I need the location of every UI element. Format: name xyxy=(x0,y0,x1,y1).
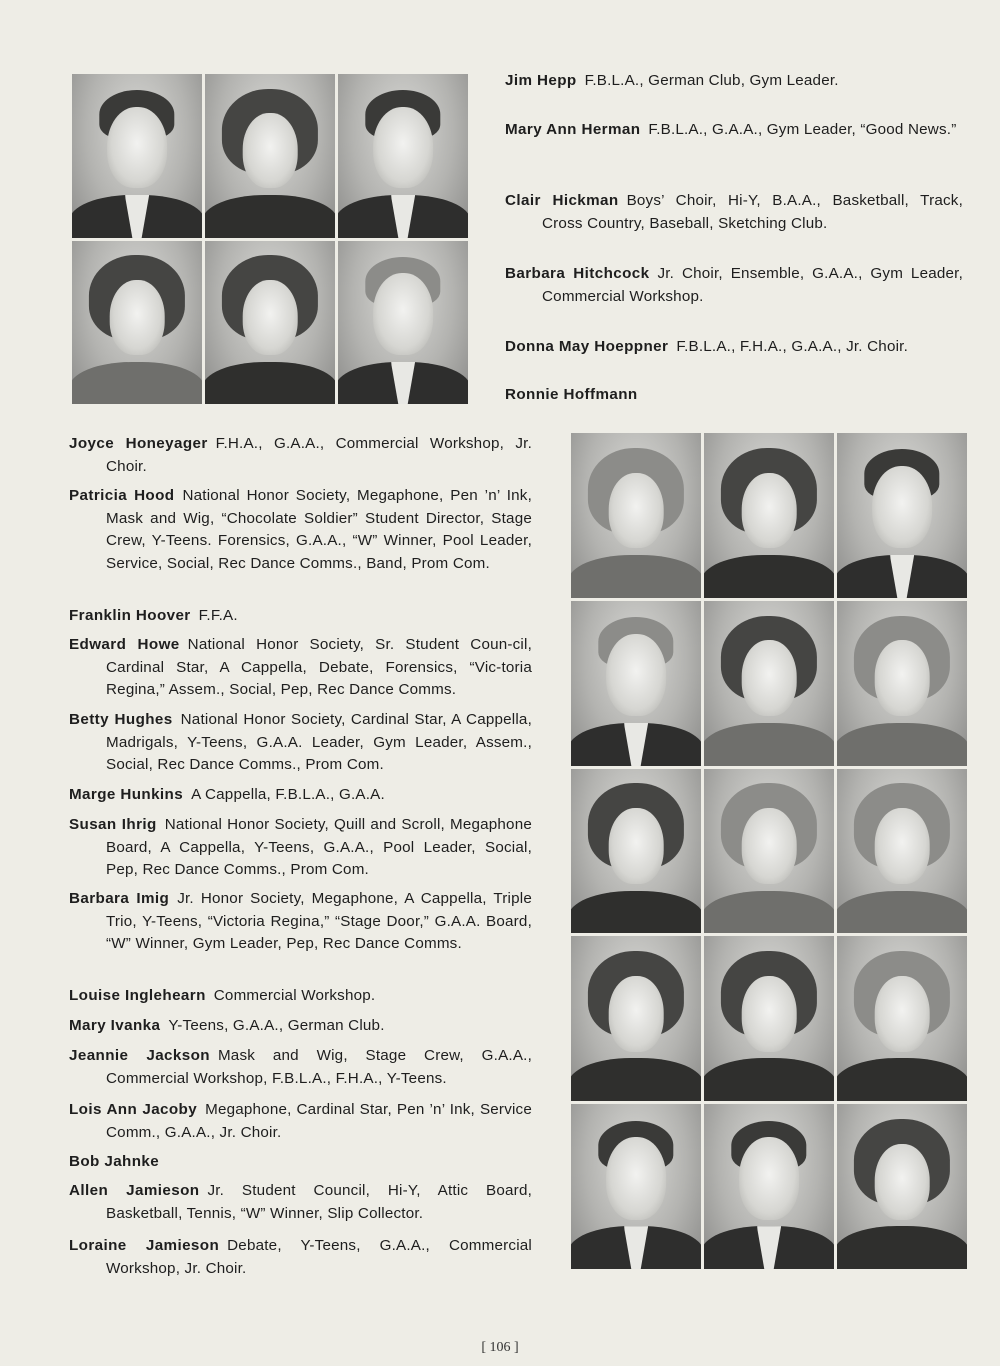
portrait-photo xyxy=(704,936,834,1101)
student-activities: Jr. Honor Society, Megaphone, A Cappella, Triple Trio, Y-Teens, “Victoria Regina,” “Stage Door,” G.A.A. Board, “W” Winner, Gym Leader, Pep, Rec Dance Comms. xyxy=(106,890,532,953)
student-activities: Y-Teens, G.A.A., German Club. xyxy=(168,1017,385,1034)
student-activities: Commercial Workshop. xyxy=(213,987,376,1004)
student-activities: A Cappella, F.B.L.A., G.A.A. xyxy=(191,786,385,803)
student-activities: National Honor Society, Quill and Scroll, Megaphone Board, A Cappella, Y-Teens, G.A.A., Pool Leader, Social, Pep, Rec Dance Comms., Prom Com. xyxy=(106,816,532,879)
portrait-photo xyxy=(72,74,202,238)
portrait-photo xyxy=(837,601,967,766)
student-entry xyxy=(69,1235,532,1280)
portrait-photo xyxy=(338,74,468,238)
student-entry xyxy=(505,190,963,235)
portrait-photo xyxy=(205,74,335,238)
student-activities: National Honor Society, Cardinal Star, A Cappella, Madrigals, Y-Teens, G.A.A. Leader, Gym Leader, Assem., Social, Rec Dance Comms., Prom Com. xyxy=(106,711,532,774)
student-name: Allen Jamieson xyxy=(69,1182,200,1199)
student-activities: Jr. Choir, Ensemble, G.A.A., Gym Leader, Commercial Workshop. xyxy=(542,265,963,305)
student-name: Joyce Honeyager xyxy=(69,435,208,452)
student-entry xyxy=(505,119,963,142)
student-entry xyxy=(69,1045,532,1090)
page-number: [ 106 ] xyxy=(481,1340,519,1355)
student-activities: F.H.A., G.A.A., Commercial Workshop, Jr. Choir. xyxy=(106,435,532,475)
portrait-photo xyxy=(837,936,967,1101)
portrait-photo xyxy=(837,1104,967,1269)
portrait-photo xyxy=(837,769,967,934)
student-name: Mary Ivanka xyxy=(69,1017,161,1034)
student-entry xyxy=(505,384,963,407)
student-entry xyxy=(69,485,532,575)
student-name: Donna May Hoeppner xyxy=(505,338,669,355)
student-name: Susan Ihrig xyxy=(69,816,157,833)
student-activities: National Honor Society, Sr. Student Coun-cil, Cardinal Star, A Cappella, Debate, Forensics, “Vic-toria Regina,” Assem., Social, Pep, Rec Dance Comms. xyxy=(106,636,533,699)
student-entry xyxy=(69,784,532,807)
student-name: Barbara Hitchcock xyxy=(505,265,650,282)
student-entry xyxy=(505,70,963,93)
student-activities: Jr. Student Council, Hi-Y, Attic Board, Basketball, Tennis, “W” Winner, Slip Collector. xyxy=(106,1182,533,1222)
student-name: Loraine Jamieson xyxy=(69,1237,220,1254)
portrait-photo xyxy=(571,601,701,766)
top-photo-grid xyxy=(72,74,468,404)
student-entry xyxy=(69,605,532,628)
student-entry xyxy=(69,433,532,478)
student-entry xyxy=(69,1151,532,1174)
student-entry xyxy=(69,634,532,702)
right-photo-grid xyxy=(571,433,967,1269)
student-name: Clair Hickman xyxy=(505,192,619,209)
student-activities: Boys’ Choir, Hi-Y, B.A.A., Basketball, Track, Cross Country, Baseball, Sketching Club. xyxy=(542,192,964,232)
student-name: Lois Ann Jacoby xyxy=(69,1101,198,1118)
portrait-photo xyxy=(571,433,701,598)
portrait-photo xyxy=(704,769,834,934)
student-name: Marge Hunkins xyxy=(69,786,184,803)
portrait-photo xyxy=(72,241,202,405)
student-entry xyxy=(505,336,963,359)
student-name: Bob Jahnke xyxy=(69,1153,160,1170)
student-entry xyxy=(69,1180,532,1225)
portrait-photo xyxy=(704,601,834,766)
portrait-photo xyxy=(704,1104,834,1269)
student-activities: Megaphone, Cardinal Star, Pen ’n’ Ink, Service Comm., G.A.A., Jr. Choir. xyxy=(106,1101,532,1141)
portrait-photo xyxy=(837,433,967,598)
student-entry xyxy=(69,888,532,956)
student-name: Ronnie Hoffmann xyxy=(505,386,638,403)
student-name: Mary Ann Herman xyxy=(505,121,641,138)
student-activities: F.B.L.A., German Club, Gym Leader. xyxy=(584,72,839,89)
student-name: Jim Hepp xyxy=(505,72,577,89)
student-entry xyxy=(69,1015,532,1038)
portrait-photo xyxy=(338,241,468,405)
student-name: Barbara Imig xyxy=(69,890,170,907)
portrait-photo xyxy=(704,433,834,598)
student-activities: F.B.L.A., G.A.A., Gym Leader, “Good News.” xyxy=(648,121,957,138)
portrait-photo xyxy=(571,936,701,1101)
student-name: Jeannie Jackson xyxy=(69,1047,210,1064)
student-activities: National Honor Society, Megaphone, Pen ’n’ Ink, Mask and Wig, “Chocolate Soldier” Student Director, Stage Crew, Y-Teens. Forensics, G.A.A., “W” Winner, Pool Leader, Service, Social, Rec Dance Comms., Band, Prom Com. xyxy=(106,487,532,572)
student-entry xyxy=(69,1099,532,1144)
student-name: Edward Howe xyxy=(69,636,180,653)
student-name: Franklin Hoover xyxy=(69,607,191,624)
student-name: Louise Inglehearn xyxy=(69,987,206,1004)
student-entry xyxy=(69,814,532,882)
student-activities: Mask and Wig, Stage Crew, G.A.A., Commercial Workshop, F.B.L.A., F.H.A., Y-Teens. xyxy=(106,1047,532,1087)
student-activities: Debate, Y-Teens, G.A.A., Commercial Workshop, Jr. Choir. xyxy=(106,1237,532,1277)
student-entry xyxy=(69,985,532,1008)
student-activities: F.B.L.A., F.H.A., G.A.A., Jr. Choir. xyxy=(676,338,909,355)
student-name: Betty Hughes xyxy=(69,711,173,728)
portrait-photo xyxy=(571,1104,701,1269)
student-activities: F.F.A. xyxy=(198,607,238,624)
student-entry xyxy=(69,709,532,777)
student-name: Patricia Hood xyxy=(69,487,175,504)
portrait-photo xyxy=(571,769,701,934)
portrait-photo xyxy=(205,241,335,405)
student-entry xyxy=(505,263,963,308)
